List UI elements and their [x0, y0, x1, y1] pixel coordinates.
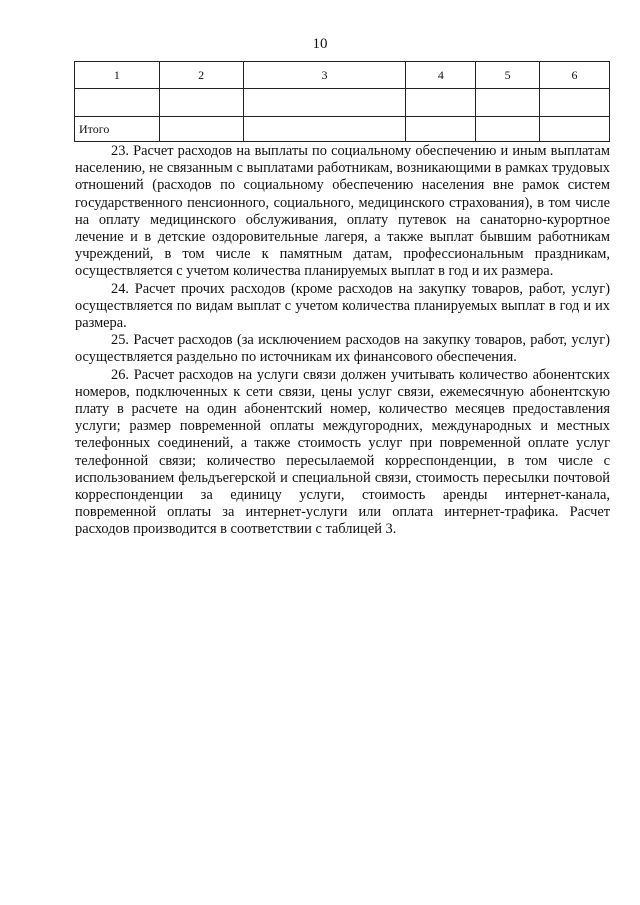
table-cell	[406, 117, 476, 142]
table-cell	[476, 89, 540, 117]
table-cell	[243, 117, 406, 142]
document-body	[75, 143, 610, 539]
table-row	[75, 89, 610, 117]
table-cell	[406, 89, 476, 117]
paragraph-23: 23. Расчет расходов на выплаты по социальному обеспечению и иным выплатам населению, не связанным с выплатами работникам, возникающими в рамках трудовых отношений (расходов по социальному обеспечению населения вне рамок систем государственного пенсионного, социального, медицинского страхования), в том числе на оплату медицинского обслуживания, оплату путевок на санаторно-курортное лечение и в детские оздоровительные лагеря, а также выплат бывшим работникам учреждений, в том числе к памятным датам, профессиональным праздникам, осуществляется с учетом количества планируемых выплат в год и их размера.	[75, 143, 610, 280]
table-header-row	[75, 62, 610, 89]
paragraph-24: 24. Расчет прочих расходов (кроме расходов на закупку товаров, работ, услуг) осуществляется по видам выплат с учетом количества планируемых выплат в год и их размера.	[75, 280, 610, 332]
table-cell	[476, 117, 540, 142]
page-number: 10	[312, 36, 328, 52]
table-cell	[159, 117, 243, 142]
table-total-label: Итого	[75, 117, 160, 142]
reference-table	[74, 61, 610, 142]
table-cell	[540, 89, 610, 117]
table-cell	[540, 117, 610, 142]
paragraph-25: 25. Расчет расходов (за исключением расходов на закупку товаров, работ, услуг) осуществляется раздельно по источникам их финансового обеспечения.	[75, 332, 610, 366]
table-cell	[75, 89, 160, 117]
table-header-cell: 4	[406, 62, 476, 89]
table-header-cell: 6	[540, 62, 610, 89]
table-cell	[159, 89, 243, 117]
table-header-cell: 5	[476, 62, 540, 89]
table-cell	[243, 89, 406, 117]
table-header-cell: 2	[159, 62, 243, 89]
paragraph-26: 26. Расчет расходов на услуги связи должен учитывать количество абонентских номеров, подключенных к сети связи, цены услуг связи, ежемесячную абонентскую плату в расчете на один абонентский номер, количество месяцев предоставления услуги; размер повременной оплаты междугородних, международных и местных телефонных соединений, а также стоимость услуг при повременной оплате услуг телефонной связи; количество пересылаемой корреспонденции, в том числе с использованием фельдъегерской и специальной связи, стоимость пересылки почтовой корреспонденции за единицу услуги, стоимость аренды интернет-канала, повременной оплаты за интернет-услуги или оплата интернет-трафика. Расчет расходов производится в соответствии с таблицей 3.	[75, 366, 610, 538]
table-header-cell: 3	[243, 62, 406, 89]
table-total-row	[75, 117, 610, 142]
table-header-cell: 1	[75, 62, 160, 89]
